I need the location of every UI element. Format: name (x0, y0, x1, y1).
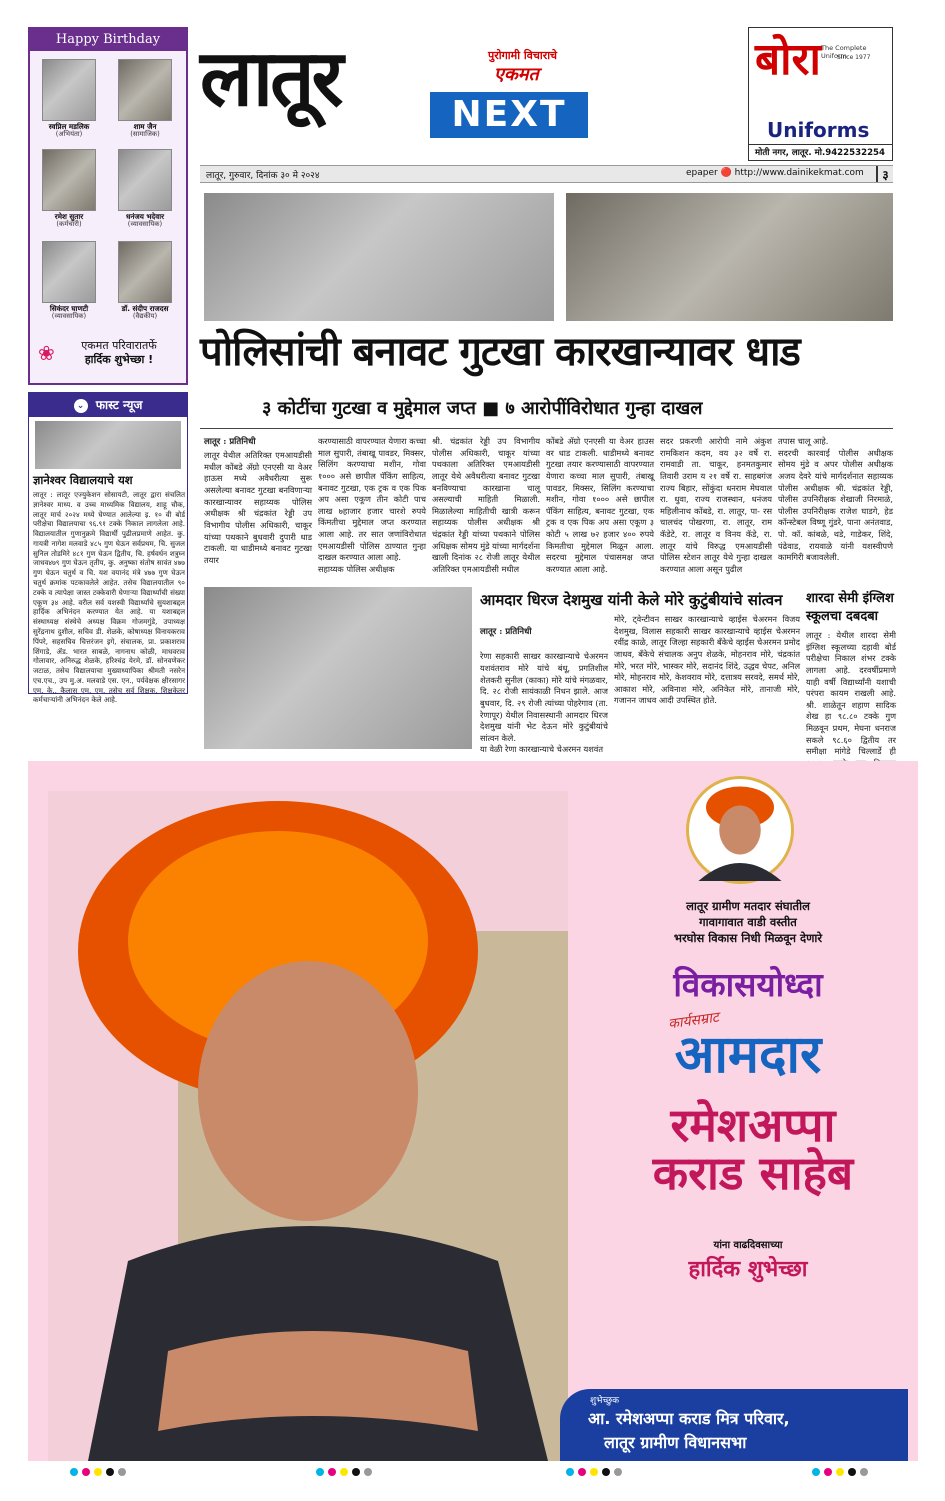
magenta-mark (82, 1468, 90, 1476)
greeting (38, 339, 182, 368)
birthday-card (36, 59, 102, 138)
news-body: लातूर : लातूर एज्युकेशन सोसायटी, लातूर द्वारा संचलित ज्ञानेश्वर माध्य. व उच्च माध्यमिक विद्यालय, शाहू चौक, लातूर मार्च २०२४ मध्ये घेण्यात आलेल्या इ. १० वी बोर्ड परीक्षेचा विद्यालयाचा ९६.९१ टक्के निकाल लागलेला आहे. विद्यालयातील गुणानुक्रमे विद्यार्थी पुढीलप्रमाणे आहेत. कु. गायत्री नागेश मलवाडे ४८५ गुण घेऊन सर्वप्रथम, चि. सुजल सुनिल तोडमिरे ४८१ गुण घेऊन द्वितीय, चि. हर्षवर्धन शत्रुघ्न जाधव४७९ गुण घेऊन तृतीय, कु. अनुष्का संतोष सावंत ४७७ गुण घेऊन चतुर्थ व चि. यश वयानंद मंत्रे ४७७ गुण घेऊन चतुर्थ क्रमांक पटकावलेले आहेत. तसेच विद्यालयातील ९० टक्के व त्यापेक्षा जास्त टक्केवारी घेणाऱ्या विद्यार्थ्यांची संख्या एकूण ३४ आहे. वरील सर्व यशस्वी विद्यार्थ्यांचे सुयशाबद्दल हार्दिक अभिनंदन करण्यात येत आहे. या यशाबद्दल संस्थाध्यक्ष संस्थेचे अध्यक्ष विक्रम गोजमगुंडे, उपाध्यक्ष सुरेंद्रनाथ दुशील, सचिव डी. शेळके, कोषाध्यक्ष विनायकराव पिंपरे, सहसचिव चित्तरंजन इगे, संचालक, प्रा. प्रकाशराव शिंगाडे, ॲड. भारत साबळे, नागनाथ कोळी, माधवराव गोलावार, अनिरुद्ध शेळके, हरिश्चंद्र येरमे, डॉ. सोनवणेकर जटाळ, तसेच विद्यालयाचा मुख्याध्यापिका श्रीमती नसरेन एच.एच., उप मु.अ. मलवाडे एस. एन., पर्यवेक्षक क्षीरसागर एम. के., कैलास एम. एम. तसेच सर्व शिक्षक, शिक्षकेतर कर्मचाऱ्यांनी अभिनंदन केले आहे. (33, 490, 185, 705)
birthday-heading: Happy Birthday (30, 29, 186, 51)
ad-brand: बोरा (755, 34, 821, 85)
ad-intro (588, 899, 908, 947)
main-headline: पोलिसांची बनावट गुटखा कारखान्यावर धाड (200, 329, 800, 375)
person-role: (सामाजिक) (130, 129, 160, 138)
date-text: लातूर, गुरुवार, दिनांक ३० मे २०२४ (206, 171, 320, 181)
person-name: धनंजय भदेवार (125, 212, 165, 221)
grey-mark (118, 1468, 126, 1476)
divider (200, 428, 893, 429)
intro-line1: लातूर ग्रामीण मतदार संघातील (686, 899, 810, 913)
cyan-mark (566, 1468, 574, 1476)
story-column: श्री. चंद्रकांत रेड्डी उप विभागीय पोलीस अधिकारी, चाकूर यांच्या पथकाला अतिरिक्त एमआयडीसी लातूर येथे अवैधरीत्या बनावट गुटखा बनविण्याचा कारखाना चालू असल्याची माहिती मिळाली. मिळालेल्या माहितीची खात्री करून सहाय्यक पोलीस अधीक्षक श्री चंद्रकांत रेड्डी यांच्या पथकाने पोलिस अधिक्षक सोमय मुंडे यांच्या मार्गदर्शना खाली दिनांक २८ रोजी लातूर येथील अतिरिक्त एमआयडीसी मधील (432, 436, 540, 575)
registration-marks (70, 1468, 126, 1478)
person-name: सिकंदर घाणटी (49, 304, 89, 313)
person-role: (वैद्यकीय) (132, 311, 158, 320)
person-photo (42, 59, 96, 121)
registration-marks (316, 1468, 372, 1478)
sender-banner (560, 1389, 908, 1461)
ad-since: Since 1977 (837, 54, 871, 61)
ad-uniforms: Uniforms (767, 118, 870, 142)
karyasamrat-script: कार्यसम्राट (667, 1009, 720, 1033)
registration-marks (566, 1468, 622, 1478)
birthday-card (112, 149, 178, 228)
leader-small-photo (686, 776, 794, 884)
story-column: कोंबडे ॲग्रो एनएसी या वेअर हाउस वर धाड टाकली. धाडीमध्ये बनावट गुटखा तयार करण्यासाठी वापरण्यात येणारा कच्चा माल सुपारी, तंबाखू पावडर, मिक्सर, सिलिंग करण्याचा मशीन, गोवा १००० असे छापील पॅकिंग साहित्य, बनावट गुटखा, एक ट्रक व एक पिक अप असा एकूण ३ कोटी ५ लाख ७२ हजार ४०० रुपये किमतीचा मुद्देमाल मिळून आला. सदरचा मुद्देमाल पंचासमक्ष जप्त करण्यात आला आहे. (546, 436, 654, 575)
person-name: स्वप्निल मडलिक (48, 122, 90, 131)
flower-icon: ❀ (38, 341, 55, 365)
raid-photo-goods (566, 193, 893, 321)
black-mark (848, 1468, 856, 1476)
wishes-title: हार्दिक शुभेच्छा (688, 1257, 808, 1282)
magenta-mark (328, 1468, 336, 1476)
sender-constituency: लातूर ग्रामीण विधानसभा (604, 1433, 747, 1452)
cyan-mark (316, 1468, 324, 1476)
raid-photo-group (204, 193, 554, 321)
fast-news-panel (28, 392, 188, 705)
birthday-card (36, 241, 102, 320)
leader-name (588, 1098, 918, 1201)
black-mark (106, 1468, 114, 1476)
person-role: (अभियंता) (55, 129, 83, 138)
cyan-mark (70, 1468, 78, 1476)
story-column (204, 436, 312, 578)
yellow-mark (340, 1468, 348, 1476)
greeting-line1: एकमत परिवारातर्फे (81, 339, 157, 352)
masthead-title: लातूर (200, 34, 341, 124)
page-number: ३ (876, 166, 893, 182)
fast-news-label: फास्ट न्यूज (95, 398, 143, 412)
sender-name: आ. रमेशअप्पा कराड मित्र परिवार, (588, 1409, 790, 1428)
name-line2: कराड साहेब (652, 1146, 854, 1201)
masthead-tagline: पुरोगामी विचाराचे (488, 49, 558, 62)
byline: लातूर : प्रतिनिधी (204, 437, 256, 447)
epaper-link[interactable]: epaper 🔴 http://www.dainikekmat.com (686, 168, 864, 178)
story-column: सदर प्रकरणी आरोपी नामे अंकुश रामकिशन कदम, वय ३२ वर्षे रा. रामवाडी ता. चाकूर, हनमतकुमार तिवारी उराम य २१ वर्षे रा. साहबगंज राज्य बिहार, सोंकुंदा धनराम मेघवाल रा. धुवा, राज्य राजस्थान, धनंजय महिलीनाथ कोंबडे, रा. लातूर, पा- रस चालचंद पोखरणा, रा. लातूर, राम कॅडेटे, रा. लातूर व विनय कॅडे, रा. लातूर यांचे विरुद्ध एमआयडीसी पोलिस स्टेशन लातूर येथे गुन्हा दाखल करण्यात आला असून पुढील (660, 436, 772, 575)
person-name: रमेश सुतार (54, 212, 84, 221)
intro-line2: गावागावात वाडी वस्तीत (699, 914, 797, 929)
next-logo: NEXT (430, 92, 588, 138)
person-photo (42, 241, 96, 303)
grey-mark (614, 1468, 622, 1476)
magenta-mark (824, 1468, 832, 1476)
uniform-ad (748, 27, 893, 161)
intro-line3: भरघोस विकास निधी मिळवून देणारे (673, 930, 823, 945)
ad-address: मोती नगर, लातूर. मो.9422532254 (755, 148, 886, 158)
person-photo (42, 149, 96, 211)
birthday-card (36, 149, 102, 228)
birthday-card (112, 59, 178, 138)
story-column: मोरे, ट्वेन्टीवन साखर कारखान्याचे व्हाईस चेअरमन विजय देशमुख, विलास सहकारी साखर कारखान्याचे व्हाईस चेअरमन रवींद्र काळे, लातूर जिल्हा सहकारी बँकेचे व्हाईस चेअरमन प्रमोद जाधव, बँकेचे संचालक अनुप शेळके, मोहनराव मोरे, चंद्रकांत मोरे, भरत मोरे, भास्कर मोरे, सदानंद शिंदे, उद्धव चेपट, अनिल मोरे, मोहनराव मोरे, केशवराव मोरे, दत्तात्रय सरवदे, समर्थ मोरे, आकाश मोरे, अविनाश मोरे, अनिकेत मोरे, तानाजी मोरे, गजानन जाधव आदी उपस्थित होते. (614, 614, 800, 706)
condolence-photo (204, 587, 472, 749)
news-photo (35, 421, 181, 469)
birthday-panel (28, 27, 188, 385)
birthday-card (112, 241, 178, 320)
ad-tagline: The Complete Uniform (821, 44, 867, 60)
cyan-mark (812, 1468, 820, 1476)
vikasyoddha-title: विकासयोध्दा (673, 965, 823, 1004)
grey-mark (860, 1468, 868, 1476)
person-photo (118, 59, 172, 121)
black-mark (602, 1468, 610, 1476)
person-photo (118, 241, 172, 303)
story-column: करण्यासाठी वापरण्यात येणारा कच्चा माल सुपारी, तंबाखू पावडर, मिक्सर, सिलिंग करण्याचा मशीन, गोवा १००० असे छापील पॅकिंग साहित्य, बनावट गुटखा, एक ट्रक व एक पिक अप असा एकूण तीन कोटी पाच लाख ७हाजार हजार चारशे रुपये किंमतीचा मुद्देमाल जप्त करण्यात आला आहे. तर सात जणांविरोधात एमआयडीसी पोलिस ठाण्यात गुन्हा दाखल करण्यात आला आहे. सहाय्यक पोलिस अधीक्षक (318, 436, 426, 575)
chevron-down-icon: ⌄ (74, 399, 88, 413)
column-text: लातूर येथील अतिरिक्त एमआयडीसी मधील कोंबडे ॲग्रो एनएसी या वेअर हाऊस मध्ये अवैधरीत्या सुरू असलेल्या बनावट गुटखा बनविणाऱ्या कारखान्यावर सहाय्यक पोलिस अधीक्षक श्री चंद्रकांत रेड्डी उप विभागीय पोलीस अधिकारी, चाकूर यांच्या पथकाने बुधवारी दुपारी धाड टाकली. या धाडीमध्ये बनावट गुटखा तयार (204, 450, 312, 565)
registration-marks (812, 1468, 868, 1478)
column-text: रेणा सहकारी साखर कारखान्याचे चेअरमन यशवंतराव मोरे यांचे बंधू, प्रगतिशील शेतकरी सुनील (काका) मोरे यांचे मंगळवार, दि. २८ रोजी सायंकाळी निधन झाले. आज बुधवार, दि. २९ रोजी त्यांच्या पोहरेगाव (ता. रेणापूर) येथील निवासस्थानी आमदार धिरज देशमुख यांनी भेट देऊन मोरे कुटुंबीयांचे सांत्वन केले. या वेळी रेणा कारखान्याचे चेअरमन यशवंत (480, 651, 608, 755)
ad-divider (749, 144, 892, 145)
byline: लातूर : प्रतिनिधी (480, 626, 532, 637)
leader-small-portrait (689, 779, 791, 881)
main-subhead: ३ कोटींचा गुटखा व मुद्देमाल जप्त ■ ७ आरोपींविरोधात गुन्हा दाखल (262, 398, 703, 419)
fast-news-heading (29, 393, 187, 417)
person-role: (कर्मचारी) (56, 219, 82, 228)
story-column: तपास चालू आहे. सदरची कारवाई पोलीस अधीक्षक सोमय मुंडे व अपर पोलीस अधीक्षक अजय देवरे यांचे मार्गदर्शनात सहाय्यक पोलीस अधीक्षक श्री. चंद्रकांत रेड्डी, पोलीस उपनिरीक्षक शेखाजी निरमाळे, पोलीस उपनिरीक्षक राजेश घाडगे, हेड कॉन्स्टेबल विष्णू गुंडरे, पाना अनंतवाड, पो. कॉ. कांबळे, थडे, गाडेकर, शिंदे, पंढेवाड, रायवाळे यांनी यशस्वीपणे कामगिरी बजावलेली. (778, 436, 893, 563)
yellow-mark (94, 1468, 102, 1476)
leader-portrait (48, 791, 568, 1461)
grey-mark (364, 1468, 372, 1476)
magenta-mark (578, 1468, 586, 1476)
news-title: ज्ञानेश्वर विद्यालयाचे यश (33, 473, 133, 487)
person-photo (118, 149, 172, 211)
greeting-line2: हार्दिक शुभेच्छा ! (84, 353, 154, 367)
second-headline: आमदार धिरज देशमुख यांनी केले मोरे कुटुंबीयांचे सांत्वन (480, 591, 783, 609)
third-headline: शारदा सेमी इंग्लिश स्कूलचा दबदबा (806, 591, 894, 624)
story-column: लातूर : येथील शारदा सेमी इंग्लिश स्कूलच्या दहावी बोर्ड परीक्षेचा निकाल शंभर टक्के लागला आहे. दरवर्षीप्रमाणे याही वर्षी विद्यार्थ्यांनी यशाची परंपरा कायम राखली आहे. श्री. शाळेतून शहाण सादिक शेख हा ९८.८० टक्के गुण मिळवून प्रथम, मेघना धनराज सकले ९८.६० द्वितीय तर समीक्षा मांगेडे चिल्लार्डे ही (806, 630, 896, 757)
person-role: (व्यावसायिक) (127, 219, 163, 228)
person-name: डॉ. संदीप राजदस (121, 304, 169, 313)
dateline-bar (200, 165, 893, 183)
sender-label: शुभेच्छुक (590, 1396, 619, 1406)
yellow-mark (836, 1468, 844, 1476)
birthday-ad (28, 761, 918, 1461)
birthday-label: यांना वाढदिवसाच्या (713, 1240, 783, 1251)
black-mark (352, 1468, 360, 1476)
name-line1: रमेशअप्पा (670, 1098, 836, 1152)
masthead-brand: एकमत (494, 64, 539, 85)
story-column (480, 614, 608, 755)
aamdar-title: आमदार (674, 1025, 822, 1085)
yellow-mark (590, 1468, 598, 1476)
person-name: शाम जैन (133, 122, 157, 131)
person-role: (व्यावसायिक) (51, 311, 87, 320)
